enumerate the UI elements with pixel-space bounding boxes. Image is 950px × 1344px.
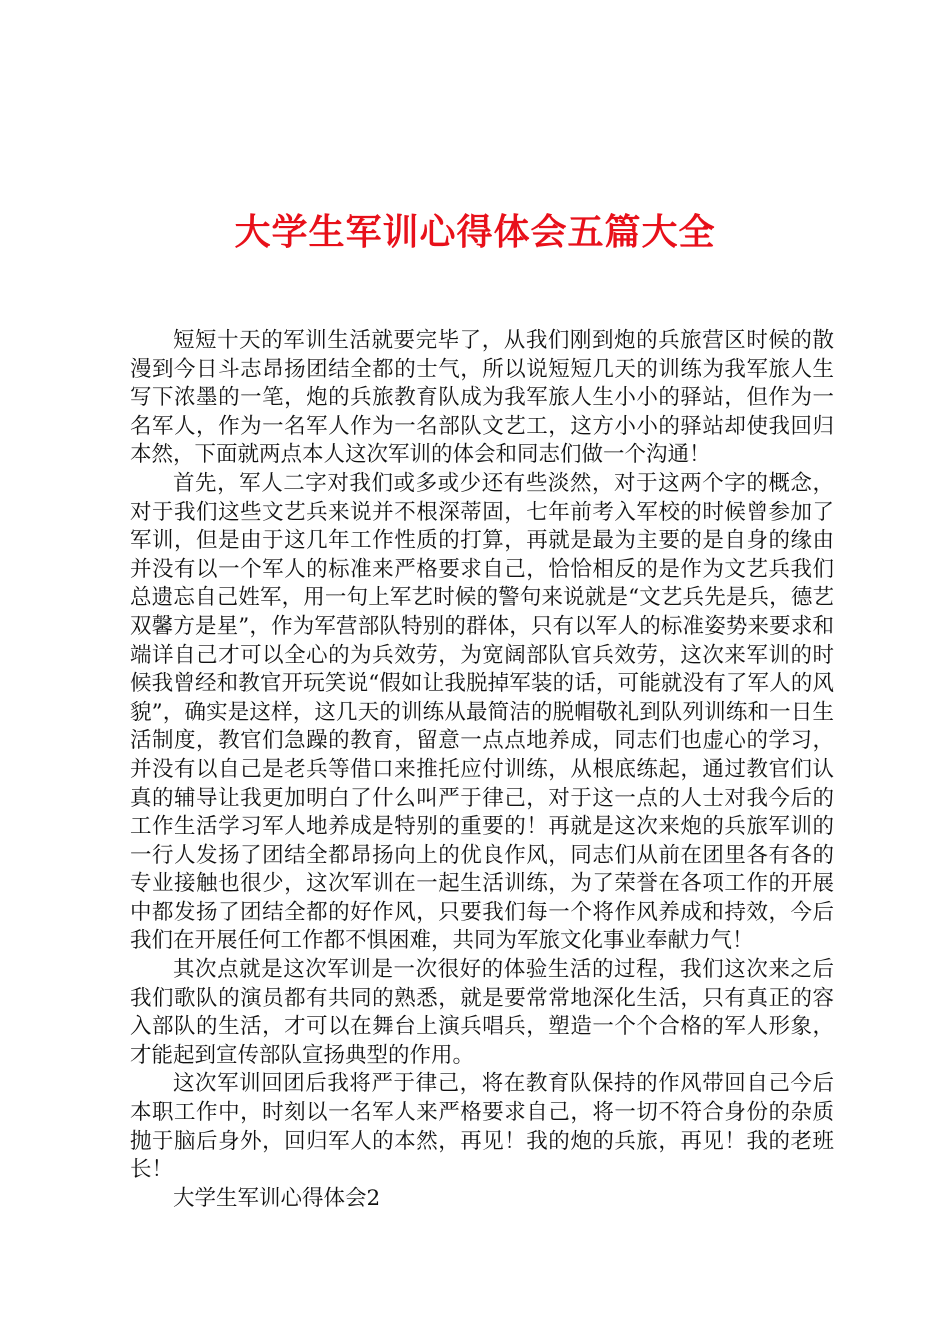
paragraph: 短短十天的军训生活就要完毕了，从我们刚到炮的兵旅营区时候的散漫到今日斗志昂扬团结全都的士气，所以说短短几天的训练为我军旅人生写下浓墨的一笔，炮的兵旅教育队成为我军旅人生小小的驿站，但作为一名军人，作为一名军人作为一名部队文艺工，这方小小的驿站却使我回归本然，下面就两点本人这次军训的体会和同志们做一个沟通！ — [130, 328, 834, 468]
section-heading: 大学生军训心得体会2 — [173, 1185, 381, 1211]
document-body — [130, 327, 834, 1213]
paragraph: 其次点就是这次军训是一次很好的体验生活的过程，我们这次来之后我们歌队的演员都有共同的熟悉，就是要常常地深化生活，只有真正的容入部队的生活，才可以在舞台上演兵唱兵，塑造一个个合格的军人形象，才能起到宣传部队宣扬典型的作用。 — [130, 957, 834, 1068]
paragraph: 这次军训回团后我将严于律己，将在教育队保持的作风带回自己今后本职工作中，时刻以一名军人来严格要求自己，将一切不符合身份的杂质抛于脑后身外，回归军人的本然，再见！我的炮的兵旅，再见！我的老班长！ — [130, 1071, 834, 1183]
document-title: 大学生军训心得体会五篇大全 — [234, 211, 716, 253]
paragraph: 首先，军人二字对我们或多或少还有些淡然，对于这两个字的概念，对于我们这些文艺兵来说并不根深蒂固，七年前考入军校的时候曾参加了军训，但是由于这几年工作性质的打算，再就是最为主要的是自身的缘由并没有以一个军人的标准来严格要求自己，恰恰相反的是作为文艺兵我们总遗忘自己姓军，用一句上军艺时候的警句来说就是“文艺兵先是兵，德艺双馨方是星”，作为军营部队特别的群体，只有以军人的标准姿势来要求和端详自己才可以全心的为兵效劳，为宽阔部队官兵效劳，这次来军训的时候我曾经和教官开玩笑说“假如让我脱掉军装的话，可能就没有了军人的风貌”，确实是这样，这几天的训练从最简洁的脱帽敬礼到队列训练和一日生活制度，教官们急躁的教育，留意一点点地养成，同志们也虚心的学习，并没有以自己是老兵等借口来推托应付训练，从根底练起，通过教官们认真的辅导让我更加明白了什么叫严于律己，对于这一点的人士对我今后的工作生活学习军人地养成是特别的重要的！再就是这次来炮的兵旅军训的一行人发扬了团结全都昂扬向上的优良作风，同志们从前在团里各有各的专业接触也很少，这次军训在一起生活训练，为了荣誉在各项工作的开展中都发扬了团结全都的好作风，只要我们每一个将作风养成和持效，今后我们在开展任何工作都不惧困难，共同为军旅文化事业奉献力气！ — [130, 470, 834, 954]
